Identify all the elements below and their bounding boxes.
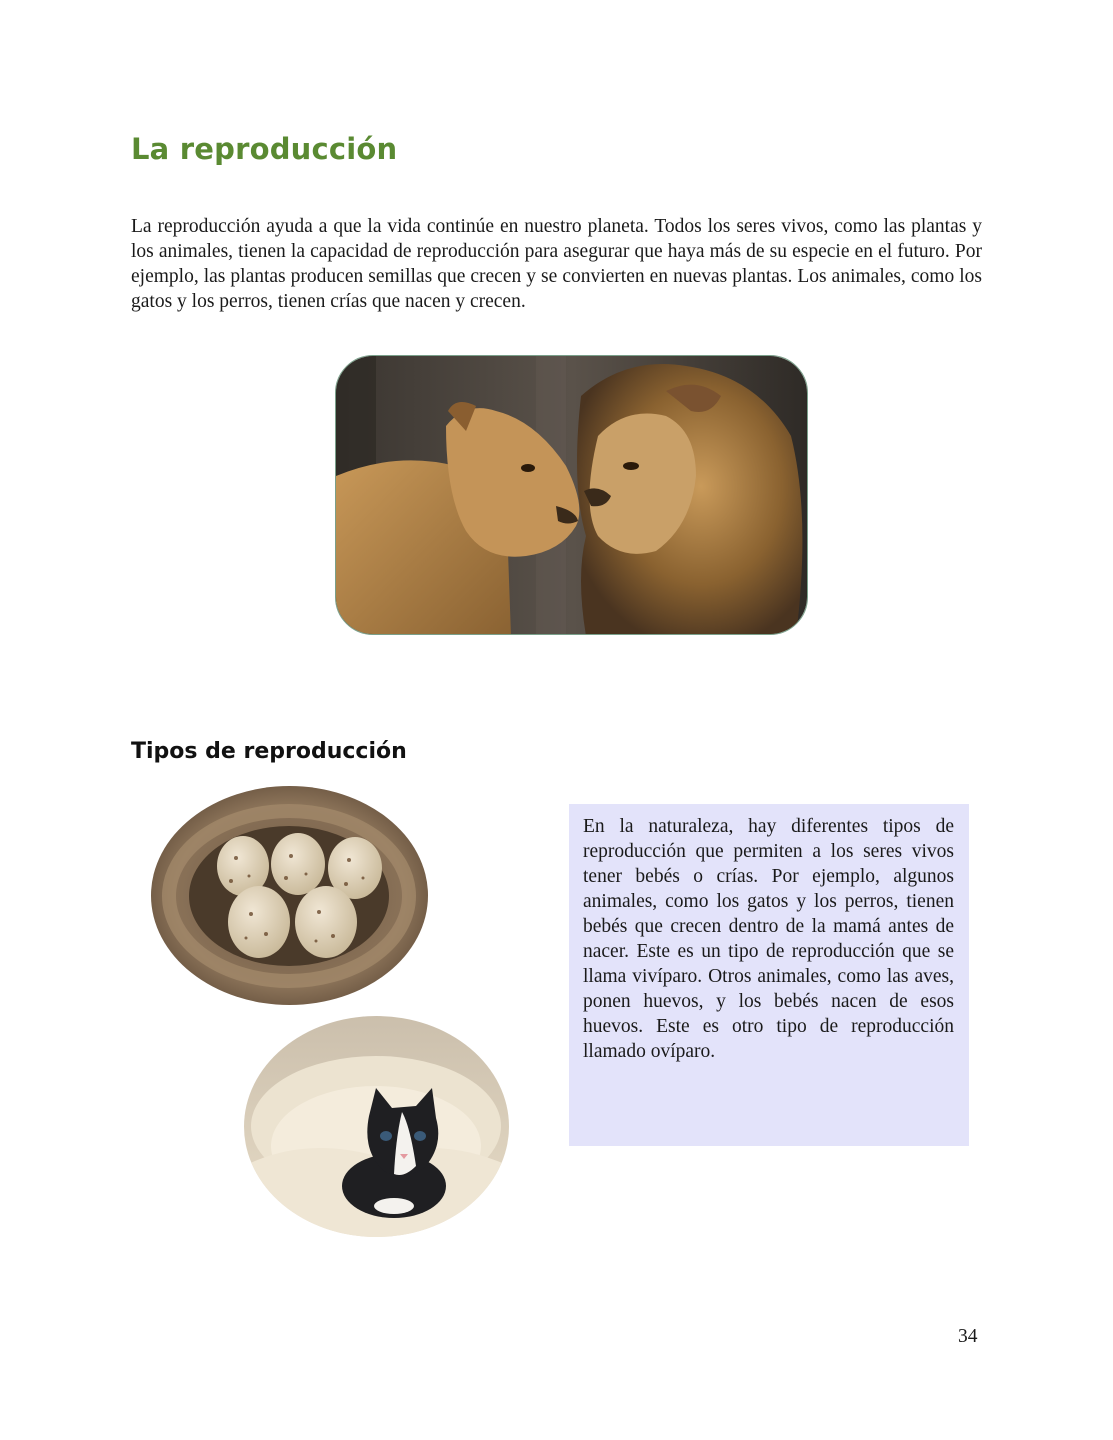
- section-subtitle: Tipos de reproducción: [131, 739, 407, 764]
- page-number: 34: [958, 1326, 978, 1347]
- page-title: La reproducción: [131, 132, 398, 166]
- kitten-image: [244, 1016, 509, 1237]
- info-box-text: En la naturaleza, hay diferentes tipos de reproducción que permiten a los seres vivos tener bebés o crías. Por ejemplo, algunos animales, como los gatos y los perros, tienen bebés que crecen dentro de la mamá antes de nacer. Este es un tipo de reproducción que se llama vivíparo. Otros animales, como las aves, ponen huevos, y los bebés nacen de esos huevos. Este es otro tipo de reproducción llamado ovíparo.: [583, 816, 954, 1062]
- intro-paragraph: La reproducción ayuda a que la vida continúe en nuestro planeta. Todos los seres vivos, como las plantas y los animales, tienen la capacidad de reproducción para asegurar que haya más de su especie en el futuro. Por ejemplo, las plantas producen semillas que crecen y se convierten en nuevas plantas. Los animales, como los gatos y los perros, tienen crías que nacen y crecen.: [131, 216, 982, 312]
- info-box: [569, 804, 969, 1146]
- eggs-nest-image: [151, 786, 428, 1005]
- lions-image: [335, 355, 808, 635]
